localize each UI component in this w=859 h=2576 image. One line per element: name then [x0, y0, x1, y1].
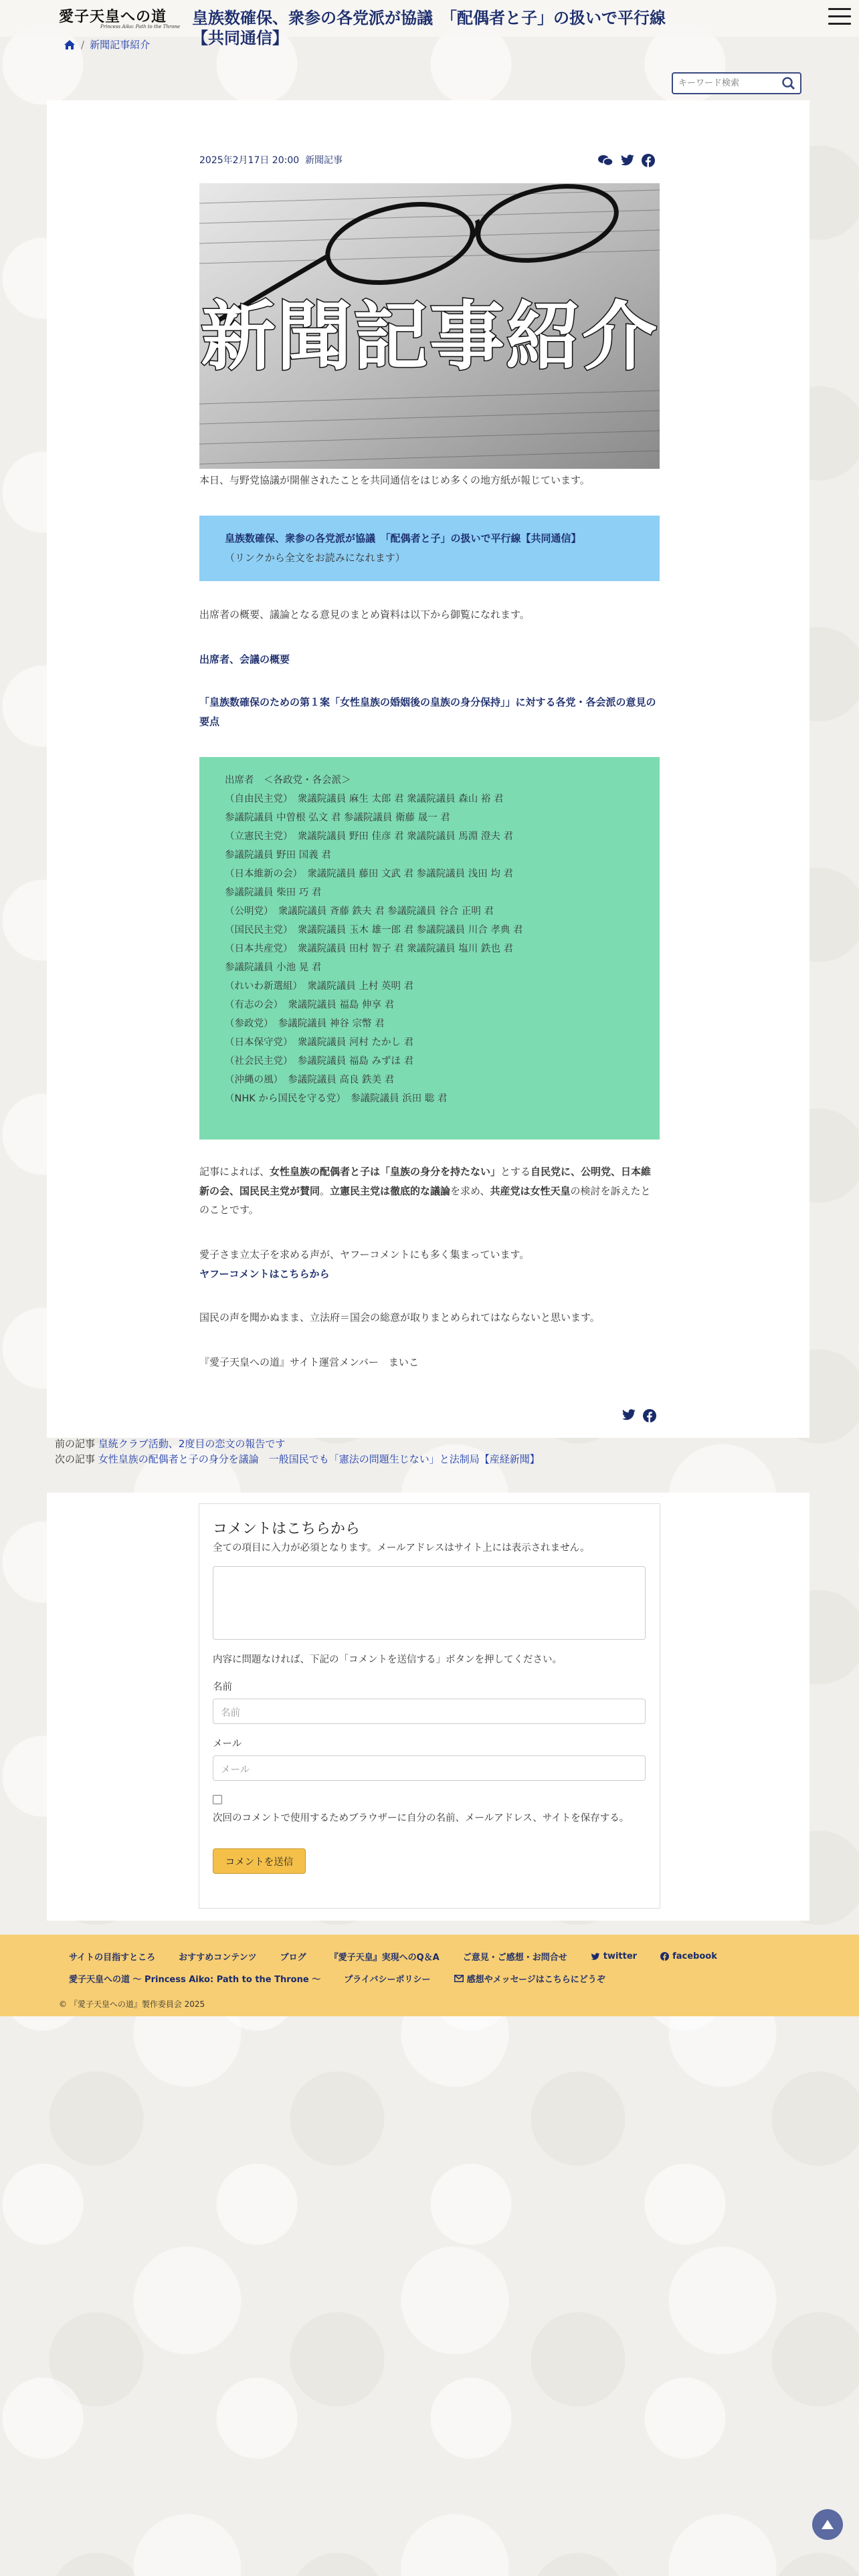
share-buttons — [597, 154, 655, 167]
attendees-line: 出席者 ＜各政党・各会派＞ — [225, 775, 351, 786]
comment-textarea[interactable] — [213, 1566, 646, 1640]
name-field[interactable]: 名前 — [213, 1699, 646, 1724]
article-intro: 本日、与野党協議が開催されたことを共同通信をはじめ多くの地方紙が報じています。 — [199, 474, 590, 486]
footer-message-label: 感想やメッセージはこちらにどうぞ — [466, 1975, 605, 1985]
email-field[interactable]: メール — [213, 1755, 646, 1781]
article-date: 2025年2月17日 20:00 — [199, 155, 300, 166]
prev-post-label: 前の記事 — [55, 1438, 96, 1450]
footer-nav-row-2 — [69, 1972, 629, 1985]
search-box — [672, 72, 801, 94]
attendees-line: 参議院議員 柴田 巧 君 — [225, 887, 322, 898]
yahoo-comments-link[interactable]: ヤフーコメントはこちらから — [199, 1267, 330, 1280]
attendees-line: 参議院議員 野田 国義 君 — [225, 849, 331, 861]
save-info-checkbox[interactable] — [213, 1795, 222, 1804]
attendees-line: （立憲民主党） 衆議院議員 野田 佳彦 君 衆議院議員 馬淵 澄夫 君 — [225, 831, 514, 842]
next-post — [55, 1452, 540, 1467]
article-category[interactable]: 新聞記事 — [305, 155, 343, 166]
source-article-note: （リンクから全文をお読みになれます） — [225, 551, 405, 564]
arrow-up-icon — [821, 2519, 834, 2530]
footer-facebook-link[interactable] — [660, 1950, 717, 1963]
footer-link[interactable]: 『愛子天皇』実現へのQ＆A — [329, 1953, 440, 1963]
overview-paragraph: 出席者の概要、議論となる意見のまとめ資料は以下から御覧になれます。 — [199, 609, 530, 621]
attendees-line: （有志の会） 衆議院議員 福島 伸享 君 — [225, 999, 395, 1010]
hero-image — [199, 183, 660, 469]
twitter-icon — [591, 1953, 600, 1961]
attendees-line: （日本共産党） 衆議院議員 田村 智子 君 衆議院議員 塩川 鉄也 君 — [225, 943, 514, 954]
attendees-line: 参議院議員 小池 晃 君 — [225, 962, 322, 973]
footer-link[interactable]: おすすめコンテンツ — [179, 1953, 257, 1963]
email-label: メール — [213, 1739, 242, 1749]
voice-paragraph: 国民の声を聞かぬまま、立法府＝国会の総意が取りまとめられてはならないと思います。 — [199, 1311, 600, 1323]
yahoo-paragraph — [199, 1245, 660, 1283]
attendees-line: （沖縄の風） 参議院議員 高良 鉄美 君 — [225, 1074, 395, 1085]
footer-twitter-label: twitter — [603, 1951, 638, 1961]
source-link-box — [199, 516, 660, 581]
footer-facebook-label: facebook — [672, 1951, 717, 1961]
attendees-box — [199, 757, 660, 1140]
name-label: 名前 — [213, 1682, 232, 1693]
attendees-line: （社会民主党） 参議院議員 福島 みずほ 君 — [225, 1055, 414, 1067]
menu-icon[interactable] — [828, 8, 851, 27]
facebook-icon[interactable] — [643, 1409, 656, 1422]
attendees-line: 参議院議員 中曽根 弘文 君 参議院議員 衛藤 晟一 君 — [225, 812, 450, 823]
home-icon[interactable] — [64, 39, 76, 50]
twitter-icon[interactable] — [622, 1409, 636, 1421]
footer-message-link[interactable] — [454, 1972, 605, 1985]
report-text: 。 — [320, 1184, 330, 1197]
report-paragraph — [199, 1162, 660, 1220]
save-info-label: 次回のコメントで使用するためブラウザーに自分の名前、メールアドレス、サイトを保存する。 — [213, 1813, 630, 1824]
attendees-line: （日本保守党） 衆議院議員 河村 たかし 君 — [225, 1037, 414, 1048]
report-text: 記事によれば、 — [199, 1166, 270, 1178]
submit-comment-button[interactable]: コメントを送信 — [213, 1848, 306, 1874]
report-text: を求め、 — [450, 1184, 490, 1197]
breadcrumb-current[interactable]: 新聞記事紹介 — [90, 39, 151, 51]
source-article-link[interactable]: 皇族数確保、衆参の各党派が協議 「配偶者と子」の扱いで平行線【共同通信】 — [225, 532, 581, 544]
comment-note: 全ての項目に入力が必須となります。メールアドレスはサイト上には表示されません。 — [213, 1543, 590, 1553]
report-emphasis: 立憲民主党は徹底的な議論 — [330, 1184, 451, 1197]
article-meta — [199, 153, 343, 167]
footer-nav-row-1 — [69, 1950, 741, 1963]
footer-twitter-link[interactable] — [591, 1950, 637, 1963]
next-post-label: 次の記事 — [55, 1453, 96, 1465]
footer-link[interactable]: ご意見・ご感想・お問合せ — [462, 1953, 567, 1963]
attendees-line: （NHK から国民を守る党） 参議院議員 浜田 聡 君 — [225, 1093, 448, 1104]
report-text: とする — [500, 1166, 531, 1178]
report-emphasis: 女性皇族の配偶者と子は「皇族の身分を持たない」 — [270, 1166, 501, 1178]
post-navigation — [55, 1436, 540, 1467]
attendees-line: （れいわ新選組） 衆議院議員 上村 英明 君 — [225, 980, 414, 992]
attendees-line: （公明党） 衆議院議員 斉藤 鉄夫 君 参議院議員 谷合 正明 君 — [225, 905, 494, 917]
envelope-icon — [454, 1975, 464, 1982]
footer-link[interactable]: 愛子天皇への道 〜 Princess Aiko: Path to the Throne 〜 — [69, 1975, 321, 1985]
bottom-share-buttons — [622, 1409, 656, 1422]
back-to-top-button[interactable] — [812, 2509, 843, 2540]
attendees-line: （日本維新の会） 衆議院議員 藤田 文武 君 参議院議員 浅田 均 君 — [225, 868, 514, 879]
copyright: © 『愛子天皇への道』製作委員会 2025 — [59, 2000, 205, 2009]
report-emphasis: 共産党は女性天皇 — [490, 1184, 571, 1197]
breadcrumb-separator: / — [81, 38, 85, 51]
search-input[interactable] — [673, 75, 780, 92]
report-emphasis: 自民党に、公明党、日本維新の会、国民民主党が賛同 — [199, 1166, 652, 1197]
comment-title: コメントはこちらから — [213, 1521, 361, 1537]
report-text: の検討を訴えたとのことです。 — [199, 1184, 651, 1216]
next-post-link[interactable]: 女性皇族の配偶者と子の身分を議論 一般国民でも「憲法の問題生じない」と法制局【産経新聞】 — [98, 1453, 540, 1465]
attendees-line: （国民民主党） 衆議院議員 玉木 雄一郎 君 参議院議員 川合 孝典 君 — [225, 924, 523, 936]
attendees-line: （参政党） 参議院議員 神谷 宗幣 君 — [225, 1018, 385, 1029]
site-logo[interactable]: 愛子天皇への道 — [59, 8, 167, 25]
opinions-paragraph — [199, 693, 660, 731]
footer-link[interactable]: ブログ — [280, 1953, 306, 1963]
twitter-icon[interactable] — [620, 154, 635, 167]
yahoo-text: 愛子さま立太子を求める声が、ヤフーコメントにも多く集まっています。 — [199, 1249, 530, 1261]
footer-link[interactable]: プライバシーポリシー — [344, 1975, 431, 1985]
facebook-icon[interactable] — [642, 154, 655, 167]
signature: 『愛子天皇への道』サイト運営メンバー まいこ — [199, 1356, 419, 1368]
attendees-line: （自由民主党） 衆議院議員 麻生 太郎 君 衆議院議員 森山 裕 君 — [225, 793, 504, 804]
opinions-link[interactable]: 「皇族数確保のための第１案「女性皇族の婚姻後の皇族の身分保持」」に対する各党・各会派の意見の要点 — [199, 696, 656, 728]
facebook-icon — [660, 1952, 669, 1961]
hero-caption: 新聞記事紹介 — [201, 294, 658, 381]
comments-icon[interactable] — [597, 154, 613, 167]
comment-confirm-text: 内容に問題なければ、下記の「コメントを送信する」ボタンを押してください。 — [213, 1654, 562, 1665]
attendees-link[interactable]: 出席者、会議の概要 — [199, 653, 290, 665]
search-icon[interactable] — [780, 75, 797, 92]
prev-post — [55, 1436, 540, 1452]
breadcrumb — [64, 37, 150, 51]
prev-post-link[interactable]: 皇統クラブ活動、2度目の恋文の報告です — [98, 1438, 286, 1450]
attendees-paragraph — [199, 650, 660, 669]
footer-link[interactable]: サイトの目指すところ — [69, 1953, 156, 1963]
article-title: 皇族数確保、衆参の各党派が協議 「配偶者と子」の扱いで平行線【共同通信】 — [192, 9, 666, 47]
site-logo-subtitle: Princess Aiko: Path to the Throne — [100, 24, 181, 29]
